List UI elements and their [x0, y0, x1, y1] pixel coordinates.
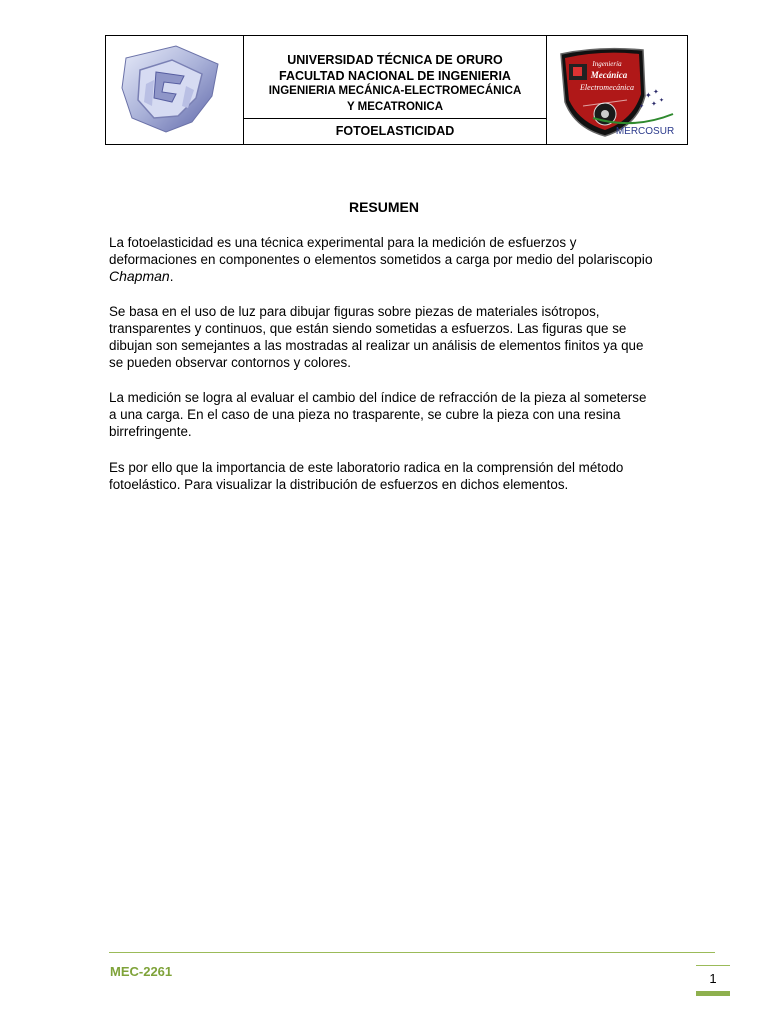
- svg-text:✦: ✦: [653, 89, 659, 96]
- paragraph-1-period: .: [169, 269, 174, 284]
- badge-text-2: Mecánica: [590, 70, 628, 80]
- paragraph-4: Es por ello que la importancia de este laboratorio radica en la comprensión del método fotoelástico. Para visualizar la distribución de esfuerzos en dichos elementos.: [109, 460, 624, 492]
- footer-divider: [109, 952, 715, 953]
- section-title: RESUMEN: [348, 199, 419, 215]
- document-header: [105, 35, 688, 145]
- university-name: UNIVERSIDAD TÉCNICA DE ORURO: [287, 53, 503, 67]
- chapman-term: Chapman: [109, 268, 170, 284]
- paragraph-2: Se basa en el uso de luz para dibujar figuras sobre piezas de materiales isótropos, transparentes y continuos, que están siendo sometidas a esfuerzos. Las figuras que se dibujan son semejantes a las mostradas al realizar un análisis de elementos finitos ya que se pueden observar contornos y colores.: [109, 304, 644, 370]
- paragraph-1: [109, 234, 654, 285]
- paragraph-3: La medición se logra al evaluar el cambio del índice de refracción de la pieza al someterse a una carga. En el caso de una pieza no trasparente, se cubre la pieza con una resina birrefringente.: [109, 390, 647, 439]
- right-logo-cell: [546, 36, 688, 144]
- header-title-cell: [244, 36, 546, 144]
- polariscope-term: polariscopio: [577, 251, 653, 267]
- career-line-1: INGENIERIA MECÁNICA-ELECTROMECÁNICA: [268, 85, 522, 97]
- left-logo-cell: [106, 36, 244, 144]
- svg-text:✦: ✦: [651, 101, 657, 108]
- badge-text-3: Electromecánica: [580, 83, 634, 92]
- subject-name: FOTOELASTICIDAD: [335, 124, 455, 138]
- course-code: MEC-2261: [110, 964, 173, 979]
- university-shield-logo: [106, 36, 243, 144]
- badge-text-1: Ingeniería: [592, 60, 622, 68]
- institution-block: [244, 36, 546, 119]
- faculty-name: FACULTAD NACIONAL DE INGENIERIA: [279, 69, 511, 83]
- svg-text:✦: ✦: [645, 91, 652, 100]
- page-number-bar: [696, 991, 730, 996]
- svg-text:✦: ✦: [659, 98, 665, 104]
- career-badge-logo: [547, 36, 688, 144]
- paragraph-1-text: La fotoelasticidad es una técnica experimental para la medición de esfuerzos y deformaciones en componentes o elementos sometidos a carga por medio del: [109, 235, 577, 267]
- career-line-2: Y MECATRONICA: [346, 101, 444, 113]
- page-number: 1: [696, 965, 730, 991]
- svg-text:✦: ✦: [639, 104, 645, 110]
- mercosur-caption: MERCOSUR: [615, 126, 675, 137]
